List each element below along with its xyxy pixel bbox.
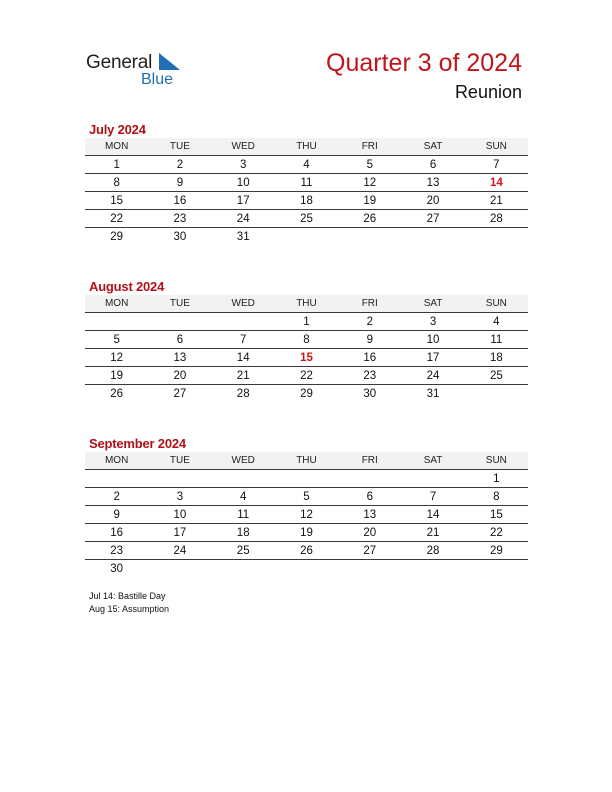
weekday-label: TUE <box>148 138 211 156</box>
empty-day-cell <box>401 470 464 488</box>
day-cell: 24 <box>212 210 275 228</box>
day-cell: 23 <box>148 210 211 228</box>
day-cell: 13 <box>148 349 211 367</box>
weekday-label: MON <box>85 138 148 156</box>
day-cell: 2 <box>148 156 211 174</box>
day-cell: 21 <box>401 524 464 542</box>
week-row <box>85 156 528 174</box>
day-cell: 25 <box>275 210 338 228</box>
day-cell: 20 <box>401 192 464 210</box>
day-cell: 7 <box>401 488 464 506</box>
day-cell: 2 <box>85 488 148 506</box>
calendar-grid <box>85 138 528 245</box>
day-cell: 1 <box>85 156 148 174</box>
weekday-label: WED <box>212 452 275 470</box>
weekday-label: MON <box>85 295 148 313</box>
day-cell: 13 <box>338 506 401 524</box>
weekday-label: THU <box>275 295 338 313</box>
day-cell: 30 <box>363 387 377 400</box>
day-cell: 9 <box>338 331 401 349</box>
day-cell: 24 <box>148 542 211 560</box>
week-row <box>85 228 528 246</box>
day-cell: 21 <box>212 367 275 385</box>
day-cell: 8 <box>465 488 528 506</box>
week-row <box>85 470 528 488</box>
brand-logo <box>86 50 186 90</box>
weekday-header-row <box>85 138 528 156</box>
day-cell: 27 <box>401 210 464 228</box>
day-cell: 12 <box>85 349 148 367</box>
day-cell: 14 <box>401 506 464 524</box>
day-cell: 19 <box>338 192 401 210</box>
week-row <box>85 367 528 385</box>
holiday-note: Jul 14: Bastille Day <box>89 591 166 601</box>
empty-day-cell <box>338 560 401 578</box>
day-cell: 6 <box>338 488 401 506</box>
empty-day-cell <box>275 560 338 578</box>
day-cell: 8 <box>85 174 148 192</box>
empty-day-cell <box>465 560 528 578</box>
day-cell: 2 <box>338 313 401 331</box>
month-title: September 2024 <box>89 436 186 451</box>
month-august <box>85 278 528 402</box>
day-cell: 28 <box>236 387 250 400</box>
empty-day-cell <box>212 560 275 578</box>
day-cell: 7 <box>465 156 528 174</box>
holiday-day-cell: 14 <box>465 174 528 192</box>
week-row <box>85 524 528 542</box>
empty-day-cell <box>275 228 338 246</box>
empty-day-cell <box>338 228 401 246</box>
empty-day-cell <box>338 470 401 488</box>
day-cell: 9 <box>85 506 148 524</box>
day-cell: 21 <box>465 192 528 210</box>
weekday-label: SAT <box>401 295 464 313</box>
day-cell: 29 <box>300 387 313 400</box>
weekday-label: WED <box>212 295 275 313</box>
day-cell: 23 <box>338 367 401 385</box>
day-cell: 11 <box>275 174 338 192</box>
day-cell: 12 <box>275 506 338 524</box>
weekday-label: SAT <box>401 452 464 470</box>
week-row <box>85 192 528 210</box>
day-cell: 23 <box>85 542 148 560</box>
day-cell: 31 <box>236 230 250 243</box>
empty-day-cell <box>465 228 528 246</box>
holiday-note: Aug 15: Assumption <box>89 604 170 614</box>
weekday-header-row <box>85 295 528 313</box>
day-cell: 17 <box>401 349 464 367</box>
day-cell: 20 <box>338 524 401 542</box>
weekday-label: SAT <box>401 138 464 156</box>
day-cell: 30 <box>173 230 187 243</box>
week-row <box>85 385 528 403</box>
day-cell: 25 <box>212 542 275 560</box>
weekday-label: FRI <box>338 452 401 470</box>
weekday-label: FRI <box>338 295 401 313</box>
day-cell: 10 <box>148 506 211 524</box>
day-cell: 22 <box>85 210 148 228</box>
month-title: August 2024 <box>89 279 165 294</box>
day-cell: 3 <box>148 488 211 506</box>
day-cell: 26 <box>275 542 338 560</box>
day-cell: 16 <box>148 192 211 210</box>
day-cell: 17 <box>212 192 275 210</box>
day-cell: 12 <box>338 174 401 192</box>
empty-day-cell <box>148 470 211 488</box>
day-cell: 4 <box>275 156 338 174</box>
calendar-grid <box>85 295 528 402</box>
day-cell: 24 <box>401 367 464 385</box>
weekday-header-row <box>85 452 528 470</box>
day-cell: 6 <box>401 156 464 174</box>
day-cell: 20 <box>148 367 211 385</box>
weekday-label: THU <box>275 452 338 470</box>
day-cell: 31 <box>426 387 440 400</box>
holiday-notes <box>89 590 169 616</box>
weekday-label: SUN <box>465 452 528 470</box>
day-cell: 15 <box>85 192 148 210</box>
week-row <box>85 506 528 524</box>
weekday-label: SUN <box>465 295 528 313</box>
calendar-grid <box>85 452 528 577</box>
day-cell: 3 <box>401 313 464 331</box>
day-cell: 4 <box>465 313 528 331</box>
empty-day-cell <box>212 470 275 488</box>
day-cell: 13 <box>401 174 464 192</box>
weekday-label: WED <box>212 138 275 156</box>
day-cell: 9 <box>148 174 211 192</box>
holiday-day-cell: 15 <box>275 349 338 367</box>
empty-day-cell <box>212 313 275 331</box>
day-cell: 1 <box>465 470 528 488</box>
day-cell: 27 <box>173 387 187 400</box>
empty-day-cell <box>148 313 211 331</box>
empty-day-cell <box>401 228 464 246</box>
day-cell: 10 <box>401 331 464 349</box>
day-cell: 6 <box>148 331 211 349</box>
day-cell: 5 <box>275 488 338 506</box>
day-cell: 30 <box>110 562 124 575</box>
day-cell: 16 <box>85 524 148 542</box>
logo-text-general: General <box>86 52 153 73</box>
page-title: Quarter 3 of 2024 <box>326 49 522 77</box>
day-cell: 22 <box>465 524 528 542</box>
week-row <box>85 174 528 192</box>
day-cell: 26 <box>338 210 401 228</box>
weekday-label: TUE <box>148 295 211 313</box>
day-cell: 16 <box>338 349 401 367</box>
empty-day-cell <box>275 470 338 488</box>
month-september <box>85 435 528 577</box>
logo-text-blue: Blue <box>141 71 174 88</box>
day-cell: 11 <box>465 331 528 349</box>
day-cell: 4 <box>212 488 275 506</box>
week-row <box>85 331 528 349</box>
weekday-label: SUN <box>465 138 528 156</box>
empty-day-cell <box>148 560 211 578</box>
day-cell: 28 <box>401 542 464 560</box>
weekday-label: THU <box>275 138 338 156</box>
month-title: July 2024 <box>89 122 146 137</box>
weekday-label: TUE <box>148 452 211 470</box>
day-cell: 29 <box>465 542 528 560</box>
month-july <box>85 121 528 245</box>
day-cell: 7 <box>212 331 275 349</box>
day-cell: 10 <box>212 174 275 192</box>
day-cell: 18 <box>212 524 275 542</box>
day-cell: 5 <box>338 156 401 174</box>
week-row <box>85 313 528 331</box>
day-cell: 15 <box>465 506 528 524</box>
day-cell: 22 <box>275 367 338 385</box>
day-cell: 27 <box>338 542 401 560</box>
day-cell: 19 <box>85 367 148 385</box>
day-cell: 3 <box>212 156 275 174</box>
week-row <box>85 210 528 228</box>
empty-day-cell <box>465 385 528 403</box>
day-cell: 1 <box>275 313 338 331</box>
weekday-label: MON <box>85 452 148 470</box>
day-cell: 26 <box>110 387 124 400</box>
day-cell: 8 <box>275 331 338 349</box>
day-cell: 18 <box>275 192 338 210</box>
week-row <box>85 560 528 578</box>
day-cell: 11 <box>212 506 275 524</box>
week-row <box>85 542 528 560</box>
week-row <box>85 349 528 367</box>
day-cell: 25 <box>465 367 528 385</box>
day-cell: 5 <box>85 331 148 349</box>
day-cell: 28 <box>465 210 528 228</box>
day-cell: 19 <box>275 524 338 542</box>
week-row <box>85 488 528 506</box>
logo-triangle-icon <box>159 53 181 71</box>
day-cell: 17 <box>148 524 211 542</box>
day-cell: 29 <box>110 230 124 243</box>
region-subtitle: Reunion <box>454 82 522 102</box>
weekday-label: FRI <box>338 138 401 156</box>
empty-day-cell <box>85 313 148 331</box>
empty-day-cell <box>401 560 464 578</box>
empty-day-cell <box>85 470 148 488</box>
day-cell: 18 <box>465 349 528 367</box>
day-cell: 14 <box>212 349 275 367</box>
